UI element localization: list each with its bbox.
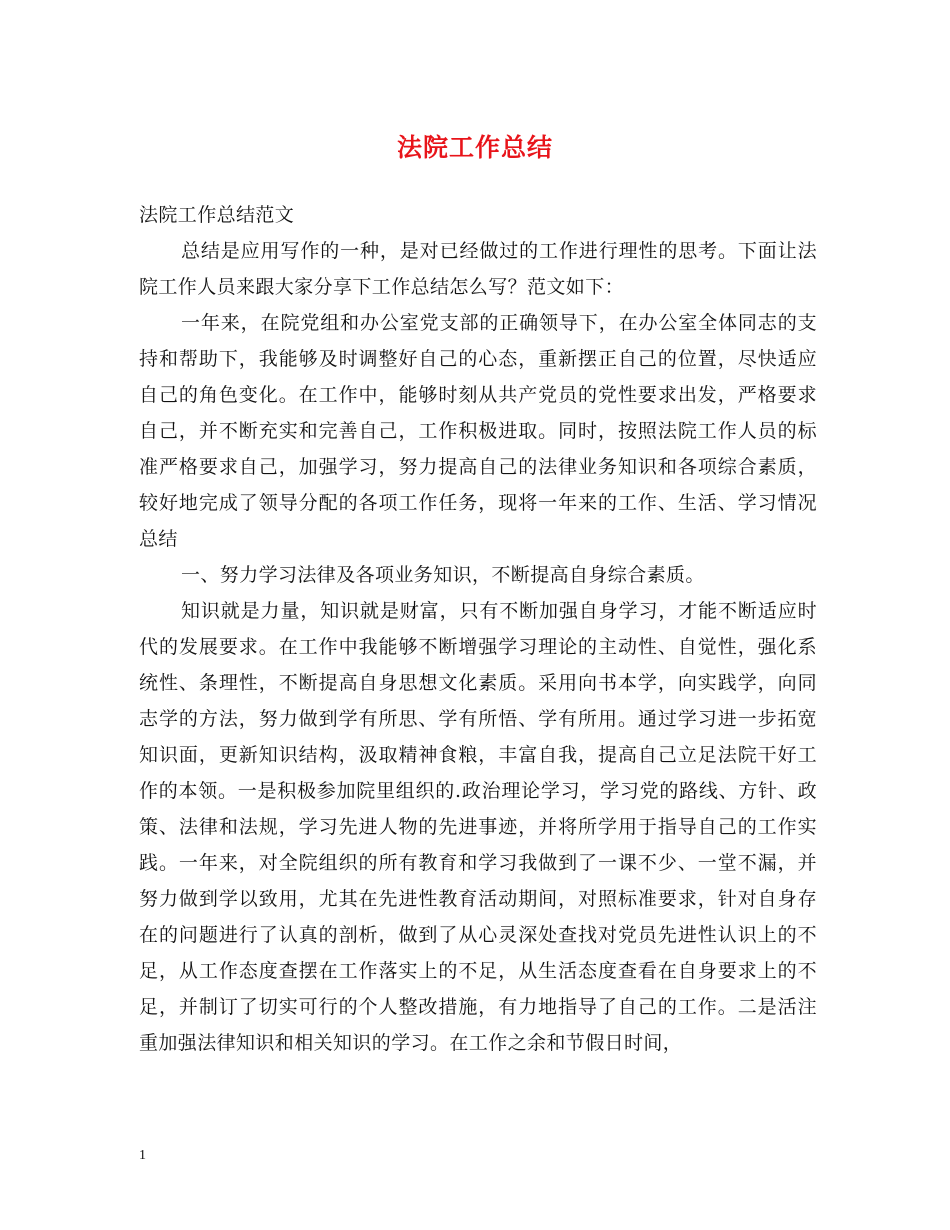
paragraph-study: 知识就是力量，知识就是财富，只有不断加强自身学习，才能不断适应时代的发展要求。在工作中我能够不断增强学习理论的主动性、自觉性，强化系统性、条理性，不断提高自身思想文化素质。采用向书本学，向实践学，向同志学的方法，努力做到学有所思、学有所悟、学有所用。通过学习进一步拓宽知识面，更新知识结构，汲取精神食粮，丰富自我，提高自己立足法院干好工作的本领。一是积极参加院里组织的.政治理论学习，学习党的路线、方针、政策、法律和法规，学习先进人物的先进事迹，并将所学用于指导自己的工作实践。一年来，对全院组织的所有教育和学习我做到了一课不少、一堂不漏，并努力做到学以致用，尤其在先进性教育活动期间，对照标准要求，针对自身存在的问题进行了认真的剖析，做到了从心灵深处查找对党员先进性认识上的不足，从工作态度查摆在工作落实上的不足，从生活态度查看在自身要求上的不足，并制订了切实可行的个人整改措施，有力地指导了自己的工作。二是活注重加强法律知识和相关知识的学习。在工作之余和节假日时间， [139, 600, 817, 1054]
paragraph-intro: 总结是应用写作的一种，是对已经做过的工作进行理性的思考。下面让法院工作人员来跟大家分享下工作总结怎么写？范文如下： [139, 240, 817, 298]
section-heading-1: 一、努力学习法律及各项业务知识，不断提高自身综合素质。 [181, 564, 705, 586]
document-subtitle: 法院工作总结范文 [139, 204, 295, 226]
paragraph-overview: 一年来，在院党组和办公室党支部的正确领导下，在办公室全体同志的支持和帮助下，我能够及时调整好自己的心态，重新摆正自己的位置，尽快适应自己的角色变化。在工作中，能够时刻从共产党员的党性要求出发，严格要求自己，并不断充实和完善自己，工作积极进取。同时，按照法院工作人员的标准严格要求自己，加强学习，努力提高自己的法律业务知识和各项综合素质，较好地完成了领导分配的各项工作任务，现将一年来的工作、生活、学习情况总结 [139, 312, 817, 550]
document-body [139, 197, 817, 1061]
document-title: 法院工作总结 [396, 133, 553, 162]
page-number: 1 [139, 1148, 146, 1163]
